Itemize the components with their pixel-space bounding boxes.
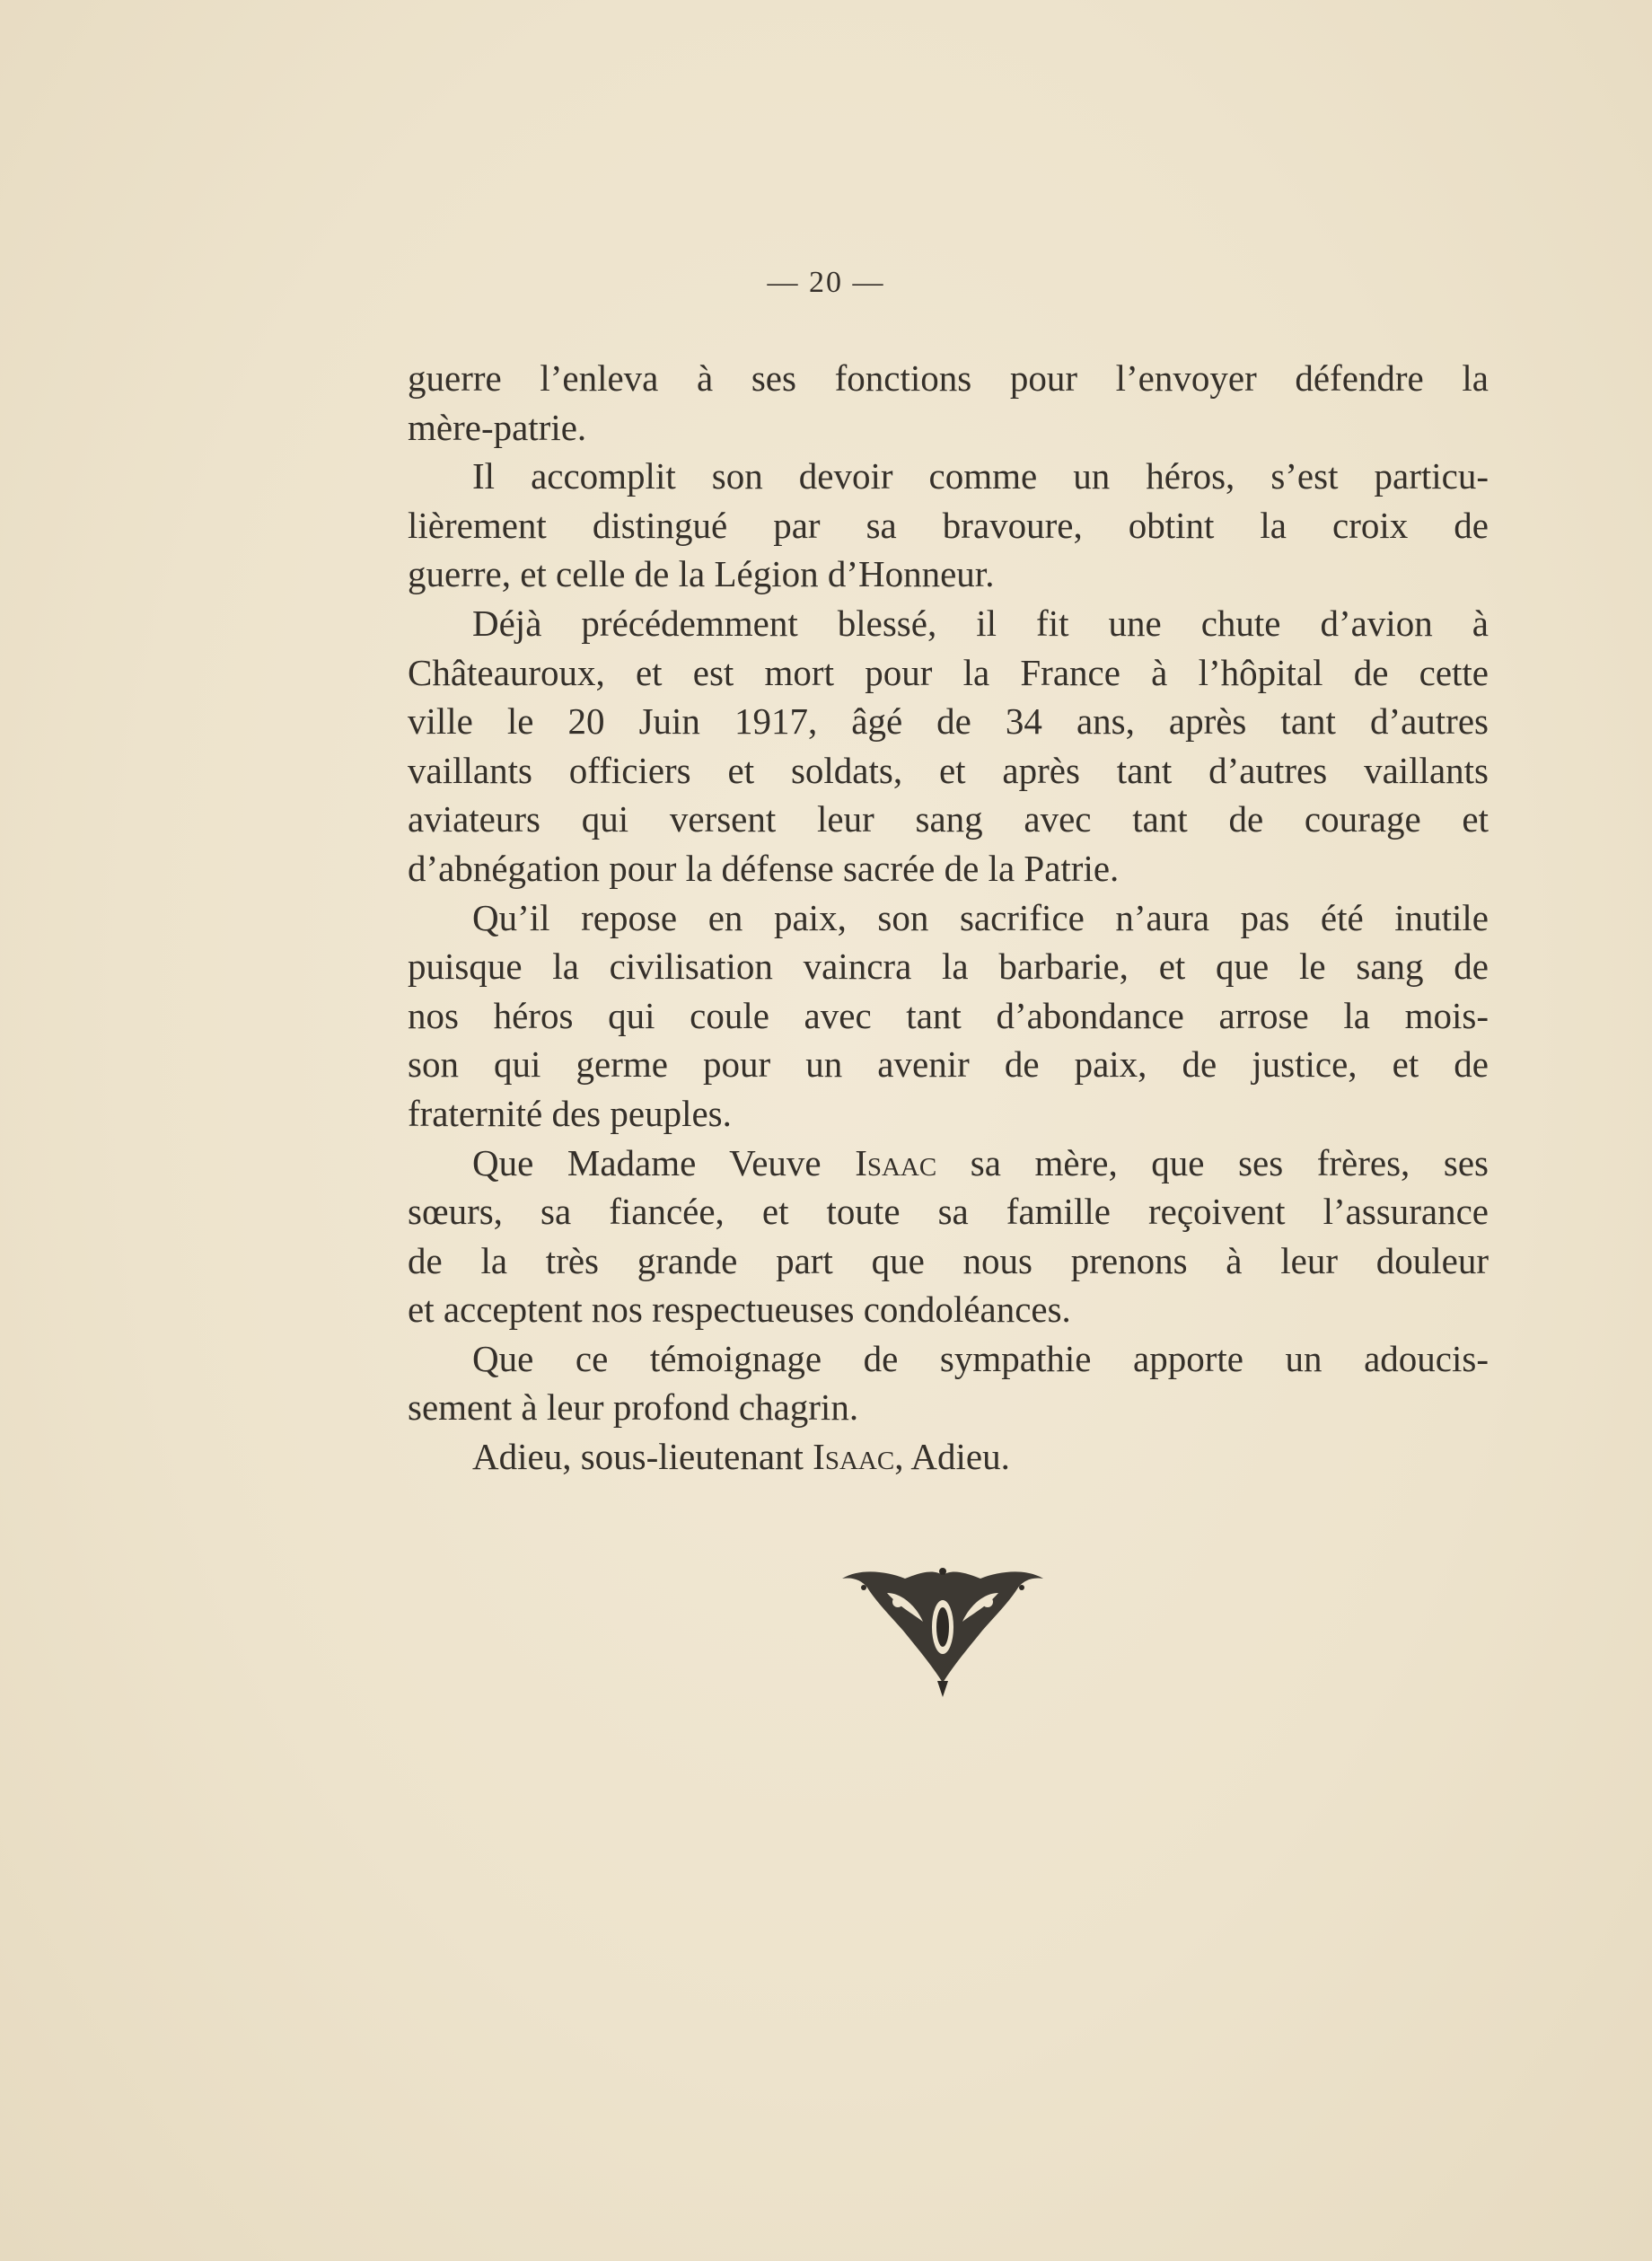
- text-line: sœurs, sa fiancée, et toute sa famille reçoivent l’assurance: [408, 1191, 1489, 1233]
- body-text: [408, 354, 1489, 1482]
- text-segment: Adieu, sous-lieutenant: [472, 1436, 813, 1478]
- text-line: ville le 20 Juin 1917, âgé de 34 ans, après tant d’autres: [408, 700, 1489, 743]
- text-line: Déjà précédemment blessé, il fit une chute d’avion à: [472, 602, 1489, 644]
- text-line: de la très grande part que nous prenons à leur douleur: [408, 1239, 1489, 1281]
- text-line: fraternité des peuples.: [408, 1092, 732, 1134]
- text-line: sement à leur profond chagrin.: [408, 1386, 859, 1429]
- text-segment: sa mère, que ses frères, ses: [936, 1141, 1489, 1183]
- text-line: Que ce témoignage de sympathie apporte un adoucis-: [472, 1337, 1489, 1379]
- text-line: vaillants officiers et soldats, et après tant d’autres vaillants: [408, 749, 1489, 791]
- name-small-caps: Isaac: [813, 1436, 895, 1478]
- text-line: nos héros qui coule avec tant d’abondance arrose la mois-: [408, 994, 1489, 1036]
- name-small-caps: Isaac: [855, 1141, 937, 1183]
- text-line: d’abnégation pour la défense sacrée de la Patrie.: [408, 847, 1120, 889]
- text-line: guerre l’enleva à ses fonctions pour l’envoyer défendre la: [408, 357, 1489, 399]
- text-line: mère-patrie.: [408, 406, 587, 448]
- text-line: guerre, et celle de la Légion d’Honneur.: [408, 553, 995, 595]
- text-line: [408, 1432, 1489, 1482]
- text-segment: , Adieu.: [894, 1436, 1010, 1478]
- text-line: lièrement distingué par sa bravoure, obtint la croix de: [408, 504, 1489, 546]
- text-segment: Que Madame Veuve: [472, 1141, 856, 1183]
- page-number: — 20 —: [767, 266, 885, 299]
- text-line: Châteauroux, et est mort pour la France à l’hôpital de cette: [408, 651, 1489, 693]
- text-line: son qui germe pour un avenir de paix, de justice, et de: [408, 1043, 1489, 1086]
- text-line: Il accomplit son devoir comme un héros, s’est particu-: [472, 455, 1489, 497]
- text-line: aviateurs qui versent leur sang avec tant de courage et: [408, 798, 1489, 840]
- text-line: puisque la civilisation vaincra la barbarie, et que le sang de: [408, 946, 1489, 988]
- text-line: [408, 1139, 1489, 1188]
- text-line: Qu’il repose en paix, son sacrifice n’aura pas été inutile: [472, 896, 1489, 938]
- text-line: et acceptent nos respectueuses condoléances.: [408, 1289, 1071, 1331]
- ornament-fleuron-icon: [833, 1566, 1052, 1701]
